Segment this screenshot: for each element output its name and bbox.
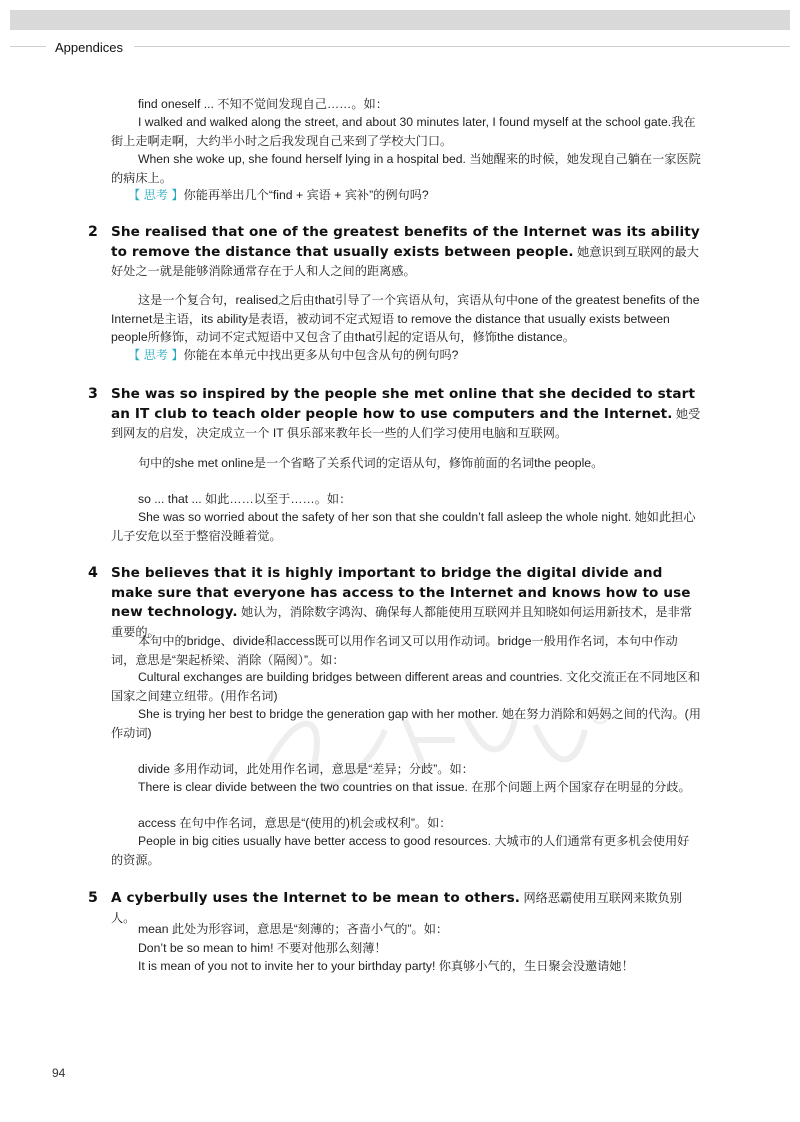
item-number: 5: [88, 890, 98, 906]
divide-definition: divide 多用作动词，此处用作名词，意思是“差异；分歧”。如：: [138, 762, 474, 776]
find-oneself-definition: find oneself ... 不知不觉间发现自己……。如：: [138, 97, 388, 111]
page-number: 94: [52, 1066, 66, 1080]
example-cn: 不要对他那么刻薄！: [276, 941, 387, 955]
header-rule-left: [10, 46, 46, 47]
heading-en: A cyberbully uses the Internet to be mean to others.: [111, 890, 521, 906]
item-number: 2: [88, 224, 98, 240]
example-en: There is clear divide between the two countries on that issue.: [138, 780, 468, 794]
mean-definition: mean 此处为形容词，意思是“刻薄的；吝啬小气的”。如：: [138, 922, 449, 936]
think-prompt: [128, 186, 698, 205]
example-en: Cultural exchanges are building bridges between different areas and countries.: [138, 670, 563, 684]
heading-cn: 她认为，消除数字鸿沟、确保每人都能使用互联网并且知晓如何运用新技术，是非常重要的。: [111, 605, 692, 639]
item-number: 3: [88, 386, 98, 402]
think-prompt: [128, 346, 698, 365]
example-paragraph: [111, 113, 701, 150]
example-en: It is mean of you not to invite her to your birthday party!: [138, 959, 436, 973]
example-en: I walked and walked along the street, and about 30 minutes later, I found myself at the school gate.: [138, 115, 672, 129]
example-en: She is trying her best to bridge the generation gap with her mother.: [138, 707, 499, 721]
section-title: Appendices: [55, 40, 123, 55]
example-cn: 文化交流正在不同地区和国家之间建立纽带。(用作名词): [111, 670, 701, 703]
item-heading: [111, 564, 703, 642]
item-heading: [111, 385, 703, 444]
explanation-paragraph: 这是一个复合句，realised之后由that引导了一个宾语从句，宾语从句中one of the greatest benefits of the Internet是主语，its ability是表语，被动词不定式短语 to remove the distance that usually exists between people所修饰，动词不定式短语中又包含了由that引起的定语从句，修饰the distance。: [111, 293, 700, 344]
example-paragraph: [111, 150, 701, 187]
heading-en: She realised that one of the greatest benefits of the Internet was its ability to remove the distance that usually exists between people.: [111, 224, 700, 260]
example-cn: 你真够小气的，生日聚会没邀请她！: [438, 959, 634, 973]
example-en: When she woke up, she found herself lying in a hospital bed.: [138, 152, 466, 166]
example-paragraph: [111, 705, 701, 742]
example-cn: 她如此担心儿子安危以至于整宿没睡着觉。: [111, 510, 696, 543]
example-cn: 当她醒来的时候，她发现自己躺在一家医院的病床上。: [111, 152, 701, 185]
example-paragraph: [111, 508, 701, 545]
explanation-paragraph: 句中的she met online是一个省略了关系代词的定语从句，修饰前面的名词the people。: [138, 456, 604, 470]
example-en: She was so worried about the safety of her son that she couldn’t fall asleep the whole night.: [138, 510, 632, 524]
header-rule-right: [134, 46, 790, 47]
example-paragraph: [111, 778, 701, 797]
top-banner-bar: [10, 10, 790, 30]
heading-cn: 她受到网友的启发，决定成立一个 IT 俱乐部来教年长一些的人们学习使用电脑和互联网。: [111, 406, 701, 440]
think-label: 【 思考 】: [128, 348, 184, 362]
example-en: People in big cities usually have better access to good resources.: [138, 834, 491, 848]
explanation-paragraph: 本句中的bridge、divide和access既可以用作名词又可以用作动词。bridge一般用作名词，本句中作动词，意思是“架起桥梁、消除（隔阂）”。如：: [111, 634, 678, 667]
example-paragraph: [111, 832, 701, 869]
item-number: 4: [88, 565, 98, 581]
so-that-definition: so ... that ... 如此……以至于……。如：: [138, 492, 352, 506]
access-definition: access 在句中作名词，意思是“(使用的)机会或权利”。如：: [138, 816, 452, 830]
example-cn: 她在努力消除和妈妈之间的代沟。(用作动词): [111, 707, 701, 740]
example-paragraph: [111, 939, 701, 958]
heading-en: She was so inspired by the people she met online that she decided to start an IT club to teach older people how to use computers and the Internet.: [111, 386, 696, 422]
example-cn: 在那个问题上两个国家存在明显的分歧。: [471, 780, 691, 794]
example-paragraph: [111, 668, 701, 705]
heading-cn: 她意识到互联网的最大好处之一就是能够消除通常存在于人和人之间的距离感。: [111, 244, 699, 278]
think-label: 【 思考 】: [128, 188, 184, 202]
example-en: Don’t be so mean to him!: [138, 941, 274, 955]
think-question: 你能在本单元中找出更多从句中包含从句的例句吗?: [183, 348, 459, 362]
think-question: 你能再举出几个“find + 宾语 + 宾补”的例句吗?: [183, 188, 429, 202]
example-paragraph: [111, 957, 701, 976]
example-cn: 我在街上走啊走啊，大约半小时之后我发现自己来到了学校大门口。: [111, 115, 696, 148]
heading-cn: 网络恶霸使用互联网来欺负别人。: [111, 891, 682, 925]
example-cn: 大城市的人们通常有更多机会使用好的资源。: [111, 834, 690, 867]
item-heading: [111, 223, 703, 282]
heading-en: She believes that it is highly important to bridge the digital divide and make sure that everyone has access to the Internet and knows how to use new technology.: [111, 565, 691, 620]
